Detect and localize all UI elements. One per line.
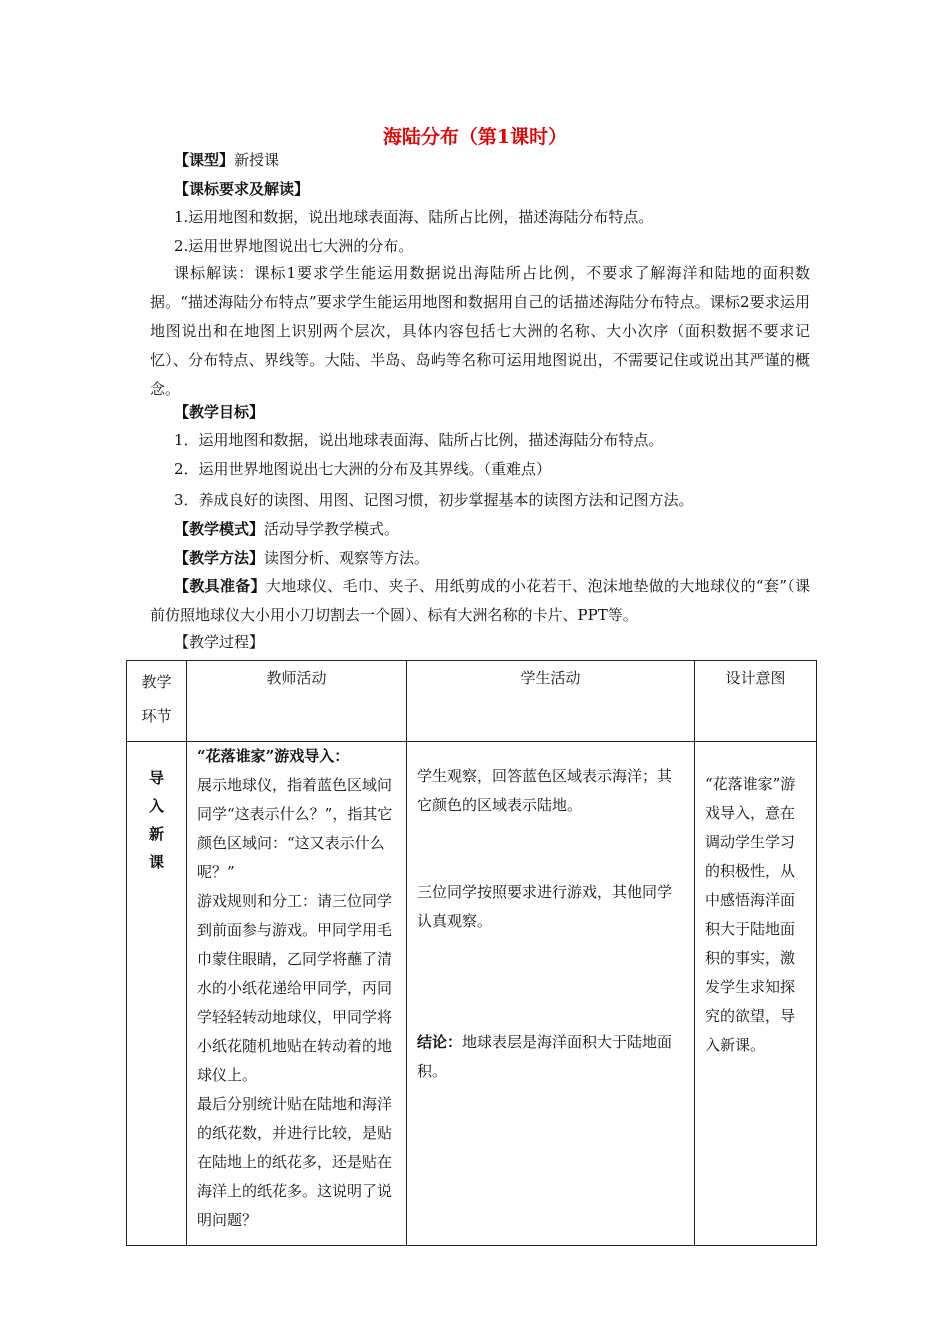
teacher-activity-cell [187,742,407,1246]
process-heading: 【教学过程】 [174,633,265,651]
method-line [174,548,429,568]
design-intent-text: “花落谁家”游戏导入，意在调动学生学习的积极性，从中感悟海洋面积大于陆地面积的事实，激发学生求知探究的欲望，导入新课。 [705,775,796,1054]
header-stage [127,661,187,742]
student-activity-p1: 学生观察，回答蓝色区域表示海洋；其它颜色的区域表示陆地。 [417,767,673,814]
materials-paragraph [150,572,810,630]
header-teacher: 教师活动 [187,661,407,742]
process-table [126,660,817,1246]
materials-label: 【教具准备】 [174,577,266,595]
mode-value: 活动导学教学模式。 [264,520,400,538]
mode-label: 【教学模式】 [174,520,265,538]
table-row [127,742,817,1246]
student-conclusion-label: 结论： [417,1033,463,1051]
student-activity-cell [407,742,695,1246]
objective-item-2: 2．运用世界地图说出七大洲的分布及其界线。（重难点） [174,460,552,478]
standard-item-2: 2.运用世界地图说出七大洲的分布。 [174,237,414,255]
header-design: 设计意图 [695,661,817,742]
student-activity-p2: 三位同学按照要求进行游戏，其他同学认真观察。 [417,883,673,930]
method-value: 读图分析、观察等方法。 [264,549,430,567]
design-intent-cell [695,742,817,1246]
student-conclusion-text: 地球表层是海洋面积大于陆地面积。 [417,1033,673,1080]
table-header-row [127,661,817,742]
course-type-label: 【课型】 [174,151,235,169]
standards-heading: 【课标要求及解读】 [174,180,310,198]
header-stage-line-2: 环节 [141,707,172,725]
header-student: 学生活动 [407,661,695,742]
teacher-activity-p2: 游戏规则和分工：请三位同学到前面参与游戏。甲同学用毛巾蒙住眼睛，乙同学将蘸了清水的小纸花递给甲同学，丙同学轻轻转动地球仪，甲同学将小纸花随机地贴在转动着的地球仪上。 [197,892,393,1084]
objective-item-3: 3．养成良好的读图、用图、记图习惯，初步掌握基本的读图方法和记图方法。 [174,491,694,509]
stage-label: 导入新课 [148,769,164,871]
teacher-activity-p3: 最后分别统计贴在陆地和海洋的纸花数，并进行比较，是贴在陆地上的纸花多，还是贴在海洋上的纸花多。这说明了说明问题？ [197,1095,393,1229]
standard-item-1: 1.运用地图和数据，说出地球表面海、陆所占比例，描述海陆分布特点。 [174,208,654,226]
header-stage-line-1: 教学 [141,673,172,691]
objectives-heading: 【教学目标】 [174,403,265,421]
course-type-value: 新授课 [234,151,280,169]
teacher-activity-title: “花落谁家”游戏导入： [197,747,350,765]
student-conclusion [417,1028,686,1086]
mode-line [174,519,399,539]
standards-interpretation: 课标解读：课标1要求学生能运用数据说出海陆所占比例，不要求了解海洋和陆地的面积数据。“描述海陆分布特点”要求学生能运用地图和数据用自己的话描述海陆分布特点。课标2要求运用地图说出和在地图上识别两个层次，具体内容包括七大洲的名称、大小次序（面积数据不要求记忆）、分布特点、界线等。大陆、半岛、岛屿等名称可运用地图说出，不需要记住或说出其严谨的概念。 [150,264,810,398]
stage-cell [127,742,187,1246]
objective-item-1: 1．运用地图和数据，说出地球表面海、陆所占比例，描述海陆分布特点。 [174,431,664,449]
course-type-line [174,150,279,170]
teacher-activity-p1: 展示地球仪，指着蓝色区域问同学“这表示什么？”，指其它颜色区域问：“这又表示什么呢？” [197,776,393,881]
materials-value: 大地球仪、毛巾、夹子、用纸剪成的小花若干、泡沫地垫做的大地球仪的“套”（课前仿照地球仪大小用小刀切割去一个圆）、标有大洲名称的卡片、PPT等。 [150,577,810,624]
method-label: 【教学方法】 [174,549,265,567]
page-title: 海陆分布（第1课时） [382,126,568,148]
